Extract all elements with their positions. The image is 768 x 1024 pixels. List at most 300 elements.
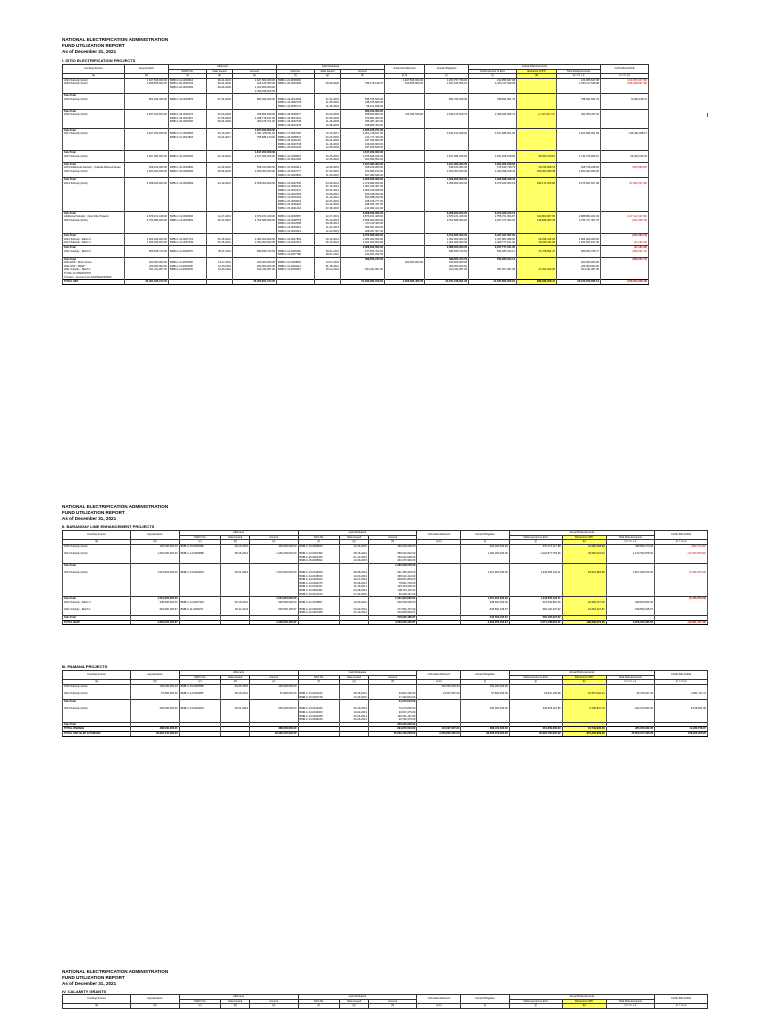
col-index: (n = h-m) bbox=[655, 680, 708, 685]
table-cell: 1,501,964,000.00 bbox=[131, 571, 179, 575]
table-cell: 970,055,154.00 bbox=[341, 170, 385, 174]
table-cell: 589,655,724.53 bbox=[425, 250, 469, 254]
table-cell: BMB-C-13-0016345 bbox=[298, 707, 340, 711]
table-cell: 35,053,651,474.53 bbox=[233, 280, 277, 285]
table-cell: 1,500,000,000.00 bbox=[233, 170, 277, 174]
col-unfunded: Unfunded Allotment bbox=[417, 995, 461, 1004]
table-cell: 1,260,000,000.00 bbox=[131, 552, 179, 556]
table-cell: BMB-C-18-0005574 bbox=[277, 136, 315, 140]
table-cell: 138,761,110.00 bbox=[368, 589, 416, 593]
col-total-disb: Total Disbursements bbox=[606, 999, 654, 1004]
table-cell: BMB-C-13-0002594 bbox=[169, 219, 207, 223]
table-cell: 03-20-2018 bbox=[207, 113, 233, 117]
table-cell: 518,590,165.67 bbox=[461, 616, 509, 621]
table-cell: 1,691,056,198.06 bbox=[469, 162, 517, 166]
col-index: (g) bbox=[340, 680, 369, 685]
table-cell: 20,072,479.00 bbox=[368, 711, 416, 715]
table-cell: 04-30-2014 bbox=[315, 182, 341, 186]
table-cell: Sub-Total bbox=[63, 257, 125, 261]
table-cell: 05-21-2013 bbox=[221, 571, 250, 575]
table-cell: Sub-Total bbox=[63, 211, 125, 215]
table-cell: 10-10-2017 bbox=[315, 132, 341, 136]
total-row bbox=[63, 280, 708, 285]
table-cell: 2011 ESP - Direct Grant bbox=[63, 261, 125, 265]
col-funding-source: Funding Source bbox=[63, 531, 131, 540]
col-index: (e-h) bbox=[385, 74, 425, 79]
table-cell: BMB-C-13-0016463 bbox=[298, 711, 340, 715]
col-unfunded: Unfunded Allotment bbox=[417, 531, 461, 540]
table-cell: Sub-Total bbox=[63, 234, 125, 238]
table-cell: 518,590,165.67 bbox=[461, 608, 509, 612]
table-cell: 2,356,806,465.00 bbox=[417, 731, 461, 736]
table-cell: 07-28-2015 bbox=[315, 207, 341, 211]
col-cash-releases: Cash Releases bbox=[298, 995, 417, 1000]
table-cell: BMB-C-15-0011220 bbox=[298, 593, 340, 597]
table-cell: 250,000,000.00 bbox=[131, 707, 179, 711]
table-cell: 02-02-2015 bbox=[315, 200, 341, 204]
col-index: (e) bbox=[250, 1004, 298, 1009]
table-cell: BMB-C-19-0014299 bbox=[277, 98, 315, 102]
table-cell: 57,800,000.00 bbox=[250, 692, 298, 696]
table-cell: 6,375,502,627.99 bbox=[557, 182, 601, 186]
table-cell: 1,024,000,000.00 bbox=[341, 241, 385, 245]
report-page-1 bbox=[0, 0, 768, 500]
table-cell: BMB-C-17-0027000 bbox=[277, 132, 315, 136]
col-allotment: Allotment bbox=[179, 531, 298, 536]
table-cell: 100,000,000.00 bbox=[250, 684, 298, 688]
table-cell: 48,956,022.02 bbox=[562, 552, 606, 556]
table-cell: 2019 Subsidy (GAA) bbox=[63, 98, 125, 102]
table-cell: 787,207,097.00 bbox=[469, 268, 517, 272]
col-index: (n = h-m) bbox=[655, 540, 708, 545]
table-cell: 05-21-2013 bbox=[221, 707, 250, 711]
table-cell: 558,800,800.00 bbox=[341, 113, 385, 117]
table-cell: 396,097,200.00 bbox=[341, 226, 385, 230]
table-cell: 2015 Subsidy (GAA) bbox=[63, 544, 131, 548]
col-actual-obligation: Actual Obligation bbox=[461, 531, 509, 540]
table-cell bbox=[417, 620, 461, 625]
table-cell: BMB-C-15-0016833 bbox=[277, 174, 315, 178]
table-cell: 3,209,053,165.67 bbox=[250, 620, 298, 625]
table-cell: BMB-C-14-0015193 bbox=[277, 196, 315, 200]
table-cell: 3,266,165,393.67 bbox=[606, 620, 654, 625]
table-cell: 308,831,863.00 bbox=[368, 578, 416, 582]
table-cell: 528,220,284.00 bbox=[425, 166, 469, 170]
table-cell: 100,000,000.00 bbox=[131, 684, 179, 688]
col-disb-ecs: Disbursement to ECs bbox=[509, 675, 562, 680]
table-cell: 518,090,165.67 bbox=[131, 608, 179, 612]
col-index: (j) bbox=[509, 540, 562, 545]
table-cell: (1,345,831.91) bbox=[517, 113, 557, 117]
table-cell: 1,155,829,046.00 bbox=[341, 155, 385, 159]
section-title: II. BARANGAY LINE ENHANCEMENT PROJECTS bbox=[62, 524, 155, 529]
report-header bbox=[62, 969, 168, 987]
col-actual-obligation: Actual Obligation bbox=[461, 671, 509, 680]
table-cell: 1,601,056,198.06 bbox=[469, 155, 517, 159]
table-cell: BMB-C-12-0007761 bbox=[169, 238, 207, 242]
table-cell: 1,501,964,000.00 bbox=[461, 597, 509, 601]
report-header bbox=[62, 504, 168, 522]
col-cash-balance: CASH BALANCE bbox=[655, 995, 708, 1004]
table-cell: (11,161.00) bbox=[601, 245, 649, 249]
table-cell: 01-18-2012 bbox=[315, 265, 341, 269]
table-cell: (12,793,878.00) bbox=[655, 552, 708, 556]
col-appropriation: Appropriation bbox=[125, 65, 169, 74]
table-cell: 44,272,043.00 bbox=[368, 700, 416, 704]
table-cell: 261,809,284.03 bbox=[509, 727, 562, 732]
table-cell: 113,527,957.00 bbox=[417, 727, 461, 732]
total-row bbox=[63, 731, 708, 736]
table-cell: 400,000,000.00 bbox=[425, 261, 469, 265]
table-cell: 1,399,835,000.00 bbox=[233, 90, 277, 94]
table-cell: 473,119,400.00 bbox=[341, 222, 385, 226]
table-cell: 57,800,000.00 bbox=[131, 692, 179, 696]
table-cell: 1,627,500,000.00 bbox=[233, 78, 277, 82]
col-nca-no: NCA No. bbox=[298, 999, 340, 1004]
col-disb-ecs: Disbursement to ECs bbox=[509, 999, 562, 1004]
table-cell: 1,627,500,000.00 bbox=[385, 78, 425, 82]
table-cell: 1,817,200,000.00 bbox=[125, 132, 169, 136]
pamana-table bbox=[62, 670, 708, 737]
table-cell: 2011 Subsidy - Batch 1 bbox=[63, 608, 131, 612]
table-cell: 1,263,757,738.00 bbox=[425, 78, 469, 82]
table-cell: 1,064,000,000.00 bbox=[125, 238, 169, 242]
table-cell: 39,482,242,293.00 bbox=[250, 731, 298, 736]
table-cell: 1,500,000,000.00 bbox=[557, 170, 601, 174]
report-title: FUND UTILIZATION REPORT bbox=[62, 43, 125, 48]
table-cell: 518,590,165.67 bbox=[606, 608, 654, 612]
table-cell: 12-09-2015 bbox=[340, 559, 369, 563]
table-cell: 1,024,000,000.00 bbox=[125, 241, 169, 245]
col-index: (e-h) bbox=[417, 540, 461, 545]
col-actual-disbursements: Actual Disbursements bbox=[509, 531, 654, 536]
table-cell: 336,864,608.00 bbox=[233, 113, 277, 117]
table-cell: 226,010,000.00 bbox=[368, 556, 416, 560]
table-cell: BMB-C-11-0007788 bbox=[277, 253, 315, 257]
table-cell: 2,088,000,000.00 bbox=[341, 245, 385, 249]
table-cell: 31,690,080,049.53 bbox=[341, 280, 385, 285]
table-cell: 501,466,903.00 bbox=[368, 571, 416, 575]
table-cell: 1,098,778,937.00 bbox=[233, 117, 277, 121]
table-cell: 1,501,964,000.00 bbox=[368, 597, 416, 601]
table-cell: 948,590,000.00 bbox=[250, 601, 298, 605]
table-cell: 2014 Subsidy (GAA) bbox=[63, 692, 131, 696]
table-cell: 814,411,957.00 bbox=[557, 268, 601, 272]
table-cell: 50,028,167.00 bbox=[368, 593, 416, 597]
table-cell: 2,879,161,428.00 bbox=[233, 215, 277, 219]
table-cell: BMB-C-12-0007325 bbox=[179, 601, 221, 605]
table-cell: 07-05-2018 bbox=[315, 117, 341, 121]
table-cell: Sub-Total bbox=[63, 597, 131, 601]
table-cell: 2012 Subsidy - Batch 1 bbox=[63, 241, 125, 245]
table-cell: 1,835,035,271.00 bbox=[341, 128, 385, 132]
section-title: III. PAMANA PROJECTS bbox=[62, 664, 108, 669]
table-cell: Sub-Total bbox=[63, 162, 125, 166]
table-cell: 12-27-2011 bbox=[207, 261, 233, 265]
table-cell: 214,956,647.98 bbox=[557, 78, 601, 82]
table-cell: 03-20-2018 bbox=[315, 136, 341, 140]
table-cell: 09-25-2013 bbox=[315, 222, 341, 226]
col-cash-releases: Cash Releases bbox=[298, 671, 417, 676]
table-cell: 388,000,000.00 bbox=[131, 727, 179, 732]
table-cell: Sub-Total bbox=[63, 109, 125, 113]
table-cell: 1,500,000,000.00 bbox=[425, 170, 469, 174]
table-cell: 09-19-2013 bbox=[340, 707, 369, 711]
table-cell: 12-27-2013 bbox=[315, 215, 341, 219]
table-cell: 200,000,000.00 bbox=[557, 265, 601, 269]
table-cell: 10-02-2013 bbox=[340, 711, 369, 715]
col-index: (k) bbox=[517, 74, 557, 79]
table-cell: BMB-C-18-0009077 bbox=[277, 113, 315, 117]
table-cell: (389,021.74) bbox=[601, 257, 649, 261]
table-cell: TOTAL BLEP bbox=[63, 620, 131, 625]
col-index: (b) bbox=[131, 540, 179, 545]
table-cell: 400,000,000.00 bbox=[368, 544, 416, 548]
col-date-issued: Date Issued bbox=[221, 675, 250, 680]
table-cell: 412,364,528.00 bbox=[385, 113, 425, 117]
table-cell: 11,280,758.97 bbox=[655, 727, 708, 732]
table-cell: 1,469,844,505.79 bbox=[469, 113, 517, 117]
table-cell bbox=[221, 620, 250, 625]
table-cell: 17,429,643.00 bbox=[368, 696, 416, 700]
table-cell bbox=[340, 620, 369, 625]
col-index: (k) bbox=[562, 1004, 606, 1009]
table-cell: 30,600,700,905.32 bbox=[509, 731, 562, 736]
table-cell: BMB-C-18-0020738 bbox=[277, 143, 315, 147]
table-cell: 10-16-2015 bbox=[340, 544, 369, 548]
table-cell: 34,761,048,991.28 bbox=[425, 280, 469, 285]
table-cell: 22,680,068.98 bbox=[562, 544, 606, 548]
table-cell: BMB-C-13-0015261 bbox=[277, 226, 315, 230]
table-cell: 12-29-2015 bbox=[315, 166, 341, 170]
table-cell: 12-27-2011 bbox=[315, 261, 341, 265]
table-cell: 3,753,477,407.79 bbox=[557, 219, 601, 223]
table-cell: 06-13-2013 bbox=[315, 219, 341, 223]
table-cell: BMB-C-17-0017822 bbox=[169, 136, 207, 140]
table-cell: (389,021.74) bbox=[601, 250, 649, 254]
col-index: (e) bbox=[233, 74, 277, 79]
table-cell: 11-21-2013 bbox=[315, 226, 341, 230]
table-cell: BMB-C-14-0010372 bbox=[277, 189, 315, 193]
table-cell: 07-05-2018 bbox=[207, 117, 233, 121]
table-cell: 05-13-2011 bbox=[315, 268, 341, 272]
table-cell: 1,500,000,000.00 bbox=[425, 178, 469, 182]
table-cell: 2,088,000,000.00 bbox=[425, 245, 469, 249]
table-cell: BMB-C-12-0007349 bbox=[169, 241, 207, 245]
col-index: (d) bbox=[207, 74, 233, 79]
table-cell: 589,655,724.53 bbox=[233, 250, 277, 254]
table-cell: 2011 ESP - PREP bbox=[63, 265, 125, 269]
col-date-issued: Date Issued bbox=[221, 535, 250, 540]
table-cell: 1,253,117,548.08 bbox=[469, 82, 517, 86]
table-cell: 266,901,680.38 bbox=[517, 170, 557, 174]
table-cell: BMB-C-20-0003469 bbox=[277, 82, 315, 86]
table-cell: BMB-C-13-0008753 bbox=[277, 219, 315, 223]
table-cell: 09-09-2020 bbox=[315, 82, 341, 86]
table-cell: 236,878,116.95 bbox=[509, 707, 562, 711]
table-cell: 198,099,079.45 bbox=[562, 620, 606, 625]
table-cell bbox=[649, 113, 708, 117]
col-index: (a) bbox=[63, 680, 131, 685]
table-cell: 78,841,745.00 bbox=[368, 582, 416, 586]
col-funding-source: Funding Source bbox=[63, 671, 131, 680]
table-cell: 2012 Subsidy - Batch 1 bbox=[63, 601, 131, 605]
table-cell: 1,817,384,000.00 bbox=[341, 162, 385, 166]
col-saro-no: SARO No. bbox=[179, 675, 221, 680]
col-actual-disbursements: Actual Disbursements bbox=[509, 995, 654, 1000]
table-cell: BMB-C-13-0000506 bbox=[169, 215, 207, 219]
table-cell: 2017 Subsidy (GAA) bbox=[63, 132, 125, 136]
table-cell: Sub-Total bbox=[63, 722, 131, 727]
table-cell: BMB-C-14-0007390 bbox=[298, 552, 340, 556]
table-cell: Sub-Total bbox=[63, 616, 131, 621]
table-cell: BMB-C-15-0011262 bbox=[277, 207, 315, 211]
table-cell: 12-29-2015 bbox=[207, 166, 233, 170]
table-cell: 400,000,000.00 bbox=[385, 261, 425, 265]
table-cell: (127,122,427.96) bbox=[601, 215, 649, 219]
table-cell: 1,501,964,000.00 bbox=[250, 597, 298, 601]
table-cell: 238,075,608.00 bbox=[341, 101, 385, 105]
col-index: (c) bbox=[179, 1004, 221, 1009]
table-cell: BMB-C-14-0010311 bbox=[298, 585, 340, 589]
table-cell: 814,411,957.00 bbox=[233, 268, 277, 272]
table-cell: 04-19-2012 bbox=[340, 611, 369, 615]
table-cell: BMB-C-14-0012093 bbox=[277, 193, 315, 197]
table-cell: 1,507,409,076.00 bbox=[606, 571, 654, 575]
table-cell: 3,752,585,000.00 bbox=[233, 219, 277, 223]
table-cell: 04-10-2017 bbox=[207, 132, 233, 136]
col-index: (d) bbox=[221, 680, 250, 685]
table-cell: BMB-C-18-0024178 bbox=[277, 146, 315, 150]
table-cell: 433,376,960.00 bbox=[368, 559, 416, 563]
col-date-issued: Date Issued bbox=[207, 69, 233, 74]
col-actual-obligation: Actual Obligation bbox=[461, 995, 509, 1004]
table-cell: 242,070,954.05 bbox=[606, 707, 654, 711]
table-cell: 07-13-2014 bbox=[315, 185, 341, 189]
col-index: (c) bbox=[179, 680, 221, 685]
table-cell: BMB-C-21-0000016 bbox=[169, 78, 207, 82]
col-cash-balance: CASH BALANCE bbox=[601, 65, 649, 74]
col-returned-btr: Returned to BTr bbox=[562, 675, 606, 680]
table-cell: 06-26-2014 bbox=[340, 718, 369, 722]
col-total-disb: Total Disbursements bbox=[606, 535, 654, 540]
table-cell: 13,527,957.00 bbox=[417, 692, 461, 696]
table-cell: 32,372,879,856.12 bbox=[557, 280, 601, 285]
table-cell: 04-10-2014 bbox=[207, 182, 233, 186]
col-amount: Amount bbox=[368, 999, 416, 1004]
table-cell: 356,387,460.00 bbox=[341, 120, 385, 124]
col-index: (e) bbox=[250, 540, 298, 545]
col-index: (e-h) bbox=[417, 680, 461, 685]
table-cell: 09-21-2021 bbox=[207, 78, 233, 82]
table-cell: 100,000,000.00 bbox=[461, 684, 509, 688]
table-cell: 277,801,472.00 bbox=[368, 608, 416, 612]
section-title: IV. CALAMITY GRANTS bbox=[62, 989, 107, 994]
table-cell: BMB-C-16-0000092 bbox=[169, 155, 207, 159]
table-cell: 5,192,837.70 bbox=[562, 707, 606, 711]
col-index: (e) bbox=[250, 680, 298, 685]
col-index: (c) bbox=[179, 540, 221, 545]
col-index: (n = h-m) bbox=[655, 1004, 708, 1009]
table-cell: BMB-C-13-0018957 bbox=[277, 215, 315, 219]
table-cell: BMB-C-14-0000699 bbox=[169, 182, 207, 186]
table-cell: 613,655,950.30 bbox=[385, 82, 425, 86]
table-cell: BMB-C-15-0004718 bbox=[298, 696, 340, 700]
table-cell: 814,411,957.00 bbox=[341, 268, 385, 272]
table-cell: 1,501,964,000.00 bbox=[461, 571, 509, 575]
table-cell: 400,000,000.00 bbox=[131, 544, 179, 548]
report-page-3 bbox=[0, 965, 768, 1024]
blep-table bbox=[62, 530, 708, 625]
table-cell: BMB-C-13-0003294 bbox=[179, 707, 221, 711]
table-cell: Sub-Total bbox=[63, 245, 125, 249]
col-nca-no: NCA No. bbox=[298, 535, 340, 540]
table-cell: BMB-C-15-0000380 bbox=[179, 544, 221, 548]
table-cell: 31,597,892,535.81 bbox=[469, 280, 517, 285]
col-index: (h) bbox=[368, 680, 416, 685]
table-cell: 400,000,000.00 bbox=[250, 544, 298, 548]
table-cell: 12-29-2015 bbox=[340, 696, 369, 700]
table-cell: 07-30-2015 bbox=[315, 170, 341, 174]
col-index: (b) bbox=[131, 680, 179, 685]
table-cell: (5,445,076.00) bbox=[655, 597, 708, 601]
table-cell: 24,931,155.08 bbox=[509, 692, 562, 696]
table-cell: 2014 Subsidy (GAA) bbox=[63, 182, 125, 186]
col-index: (i) bbox=[461, 680, 509, 685]
table-cell: 07-23-2015 bbox=[340, 593, 369, 597]
table-cell: 1,064,000,000.00 bbox=[425, 238, 469, 242]
table-cell: 03-20-2018 bbox=[315, 113, 341, 117]
table-cell: 1,817,384,000.00 bbox=[233, 155, 277, 159]
table-cell: 268,397,367.00 bbox=[341, 230, 385, 234]
table-cell: 12-20-2013 bbox=[340, 575, 369, 579]
col-index: (m = k + l) bbox=[557, 74, 601, 79]
table-cell: 400,000,000.00 bbox=[125, 261, 169, 265]
col-funding-source: Funding Source bbox=[63, 995, 131, 1004]
table-cell: 250,000,000.00 bbox=[250, 707, 298, 711]
table-cell: 01-22-2015 bbox=[340, 556, 369, 560]
table-cell: 12-27-2013 bbox=[207, 215, 233, 219]
col-index: (a) bbox=[63, 74, 125, 79]
table-cell: BMB-C-12-0012313 bbox=[277, 241, 315, 245]
table-cell: 2,879,161,428.00 bbox=[341, 215, 385, 219]
table-cell: 475,643,738.79 bbox=[469, 166, 517, 170]
table-cell: 370,891,300.00 bbox=[341, 117, 385, 121]
table-cell: BMB-C-19-0020778 bbox=[277, 101, 315, 105]
table-cell bbox=[298, 731, 340, 736]
col-index: (d) bbox=[221, 1004, 250, 1009]
table-cell: 02-28-2015 bbox=[340, 589, 369, 593]
table-cell: 200,000,000.00 bbox=[425, 265, 469, 269]
col-index: (b) bbox=[131, 1004, 179, 1009]
col-index: (c) bbox=[169, 74, 207, 79]
table-cell: BMB-C-18-0002090 bbox=[169, 120, 207, 124]
table-cell: BMB-C-12-0007968 bbox=[298, 611, 340, 615]
table-cell: 1,627,500,000.00 bbox=[125, 78, 169, 82]
col-disb-ecs: Disbursement to ECs bbox=[469, 69, 517, 74]
table-cell: 10-09-2012 bbox=[340, 601, 369, 605]
table-cell: 328,079,777.00 bbox=[341, 200, 385, 204]
col-nca-no: NCA No. bbox=[277, 69, 315, 74]
table-cell: 09-06-2015 bbox=[221, 684, 250, 688]
table-cell: (11,161.00) bbox=[601, 241, 649, 245]
table-cell: BMB-C-11-0000306 bbox=[169, 265, 207, 269]
table-cell: 12-29-2016 bbox=[315, 158, 341, 162]
col-returned-btr: Returned to BTr bbox=[562, 535, 606, 540]
table-cell: 629,468,009.00 bbox=[341, 193, 385, 197]
col-index: (f) bbox=[277, 74, 315, 79]
table-cell: 409,475,071.00 bbox=[233, 120, 277, 124]
